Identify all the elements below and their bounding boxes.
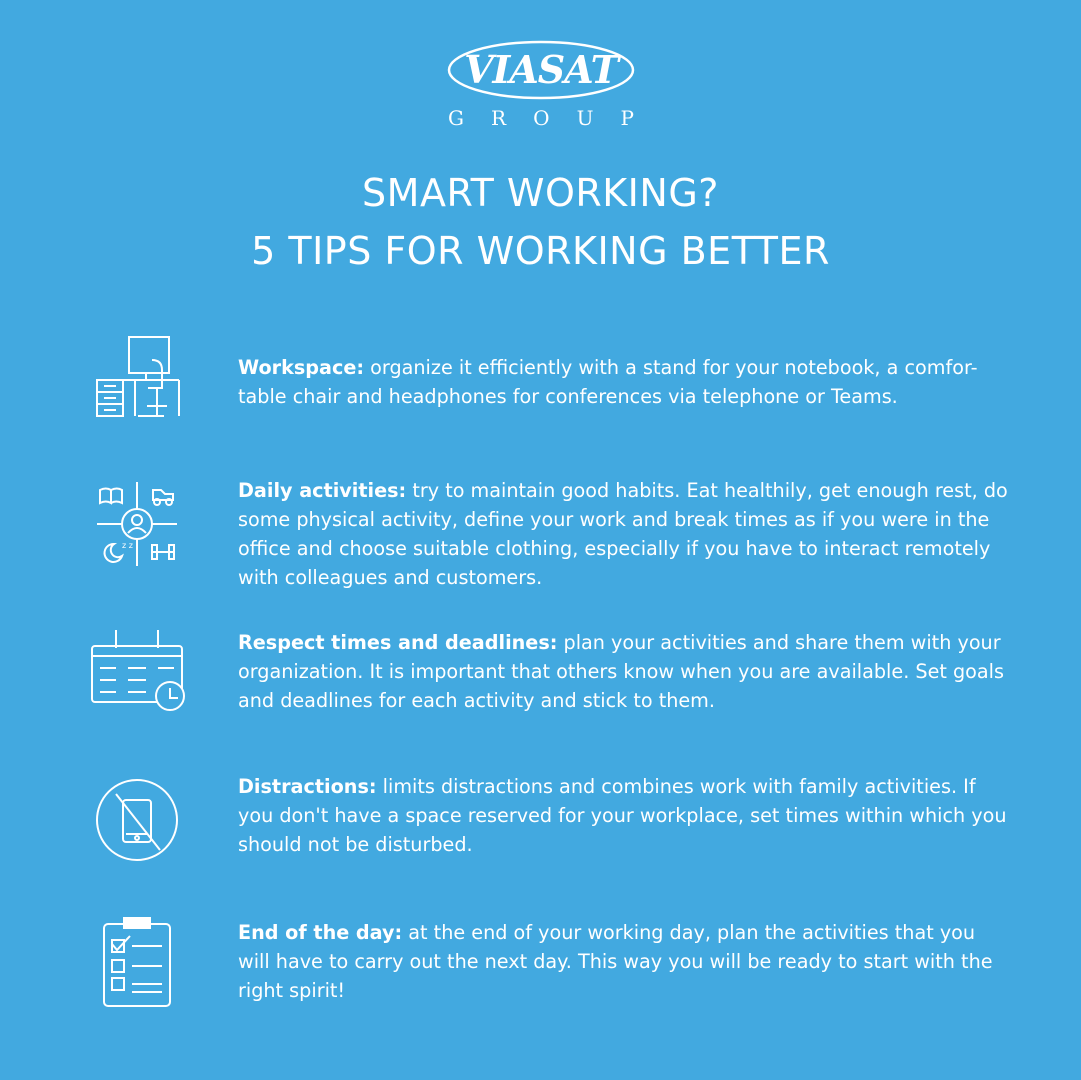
checklist-clipboard-icon <box>86 916 190 1020</box>
daily-activities-icon <box>86 476 190 580</box>
tip-body: organize it efficiently with a stand for your notebook, a comfor-table chair and headphones for conferences via telephone or Teams. <box>238 356 978 408</box>
tip-text <box>238 353 1008 411</box>
page-title <box>0 164 1081 280</box>
tip-body: at the end of your working day, plan the activities that you will have to carry out the next day. This way you will be ready to start with the right spirit! <box>238 921 993 1002</box>
logo-subtitle <box>444 106 638 130</box>
logo-letter: P <box>620 106 634 130</box>
calendar-clock-icon <box>86 626 190 730</box>
title-line-1: SMART WORKING? <box>362 171 719 215</box>
svg-text:z z: z z <box>122 541 133 550</box>
tip-text <box>238 772 1008 859</box>
tip-heading: Respect times and deadlines: <box>238 631 558 654</box>
title-line-2: 5 TIPS FOR WORKING BETTER <box>251 229 830 273</box>
tip-heading: End of the day: <box>238 921 403 944</box>
no-phone-icon <box>86 768 190 872</box>
tip-body: plan your activities and share them with your organization. It is important that others know when you are available. Set goals and deadlines for each activity and stick to them. <box>238 631 1005 712</box>
tip-heading: Workspace: <box>238 356 365 379</box>
tip-body: try to maintain good habits. Eat healthily, get enough rest, do some physical activity, define your work and break times as if you were in the office and choose suitable clothing, especially if you have to interact remotely with colleagues and customers. <box>238 479 1008 589</box>
logo-letter: O <box>533 106 550 130</box>
logo-letter: U <box>576 106 594 130</box>
logo-letter: G <box>448 106 464 130</box>
tip-text <box>238 476 1008 592</box>
tip-heading: Daily activities: <box>238 479 407 502</box>
logo-letter: R <box>491 106 507 130</box>
tip-text <box>238 628 1008 715</box>
tip-heading: Distractions: <box>238 775 377 798</box>
desk-workstation-icon <box>86 336 190 440</box>
logo-wordmark: VIASAT <box>464 47 618 92</box>
tip-body: limits distractions and combines work with family activities. If you don't have a space reserved for your workplace, set times within which you should not be disturbed. <box>238 775 1007 856</box>
tip-text <box>238 918 1008 1005</box>
